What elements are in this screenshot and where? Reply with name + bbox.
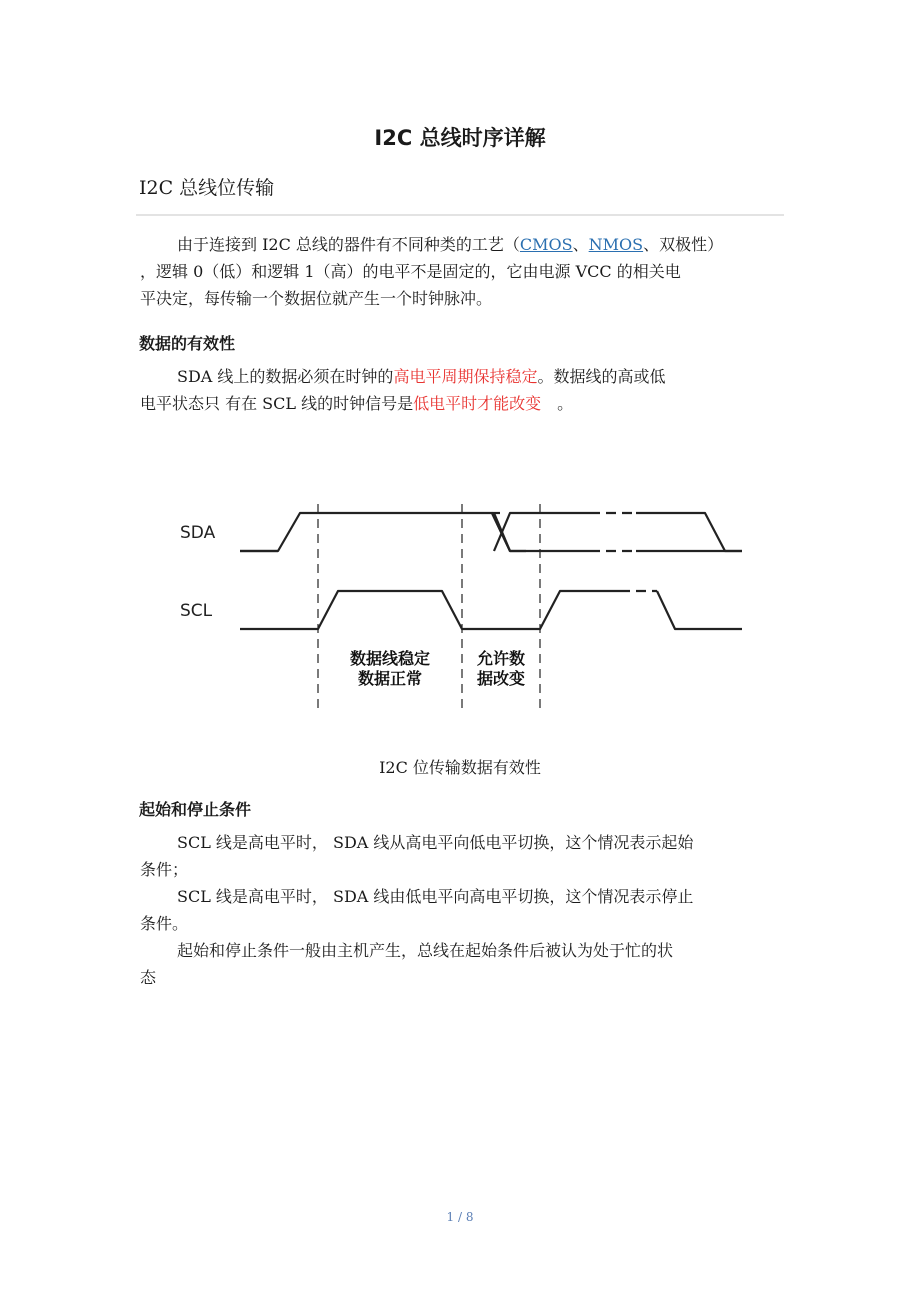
note-stable-line-1: 数据线稳定 (349, 649, 431, 668)
validity-text: 。数据线的高或低 (537, 367, 666, 386)
sda-label: SDA (180, 523, 216, 543)
section-divider (136, 214, 784, 216)
cmos-link[interactable]: CMOS (519, 235, 573, 254)
note-stable-line-2: 数据正常 (357, 669, 423, 688)
intro-text: 、双极性） (643, 235, 724, 254)
intro-separator: 、 (572, 235, 589, 254)
sda-waveform-upper-tail (636, 513, 742, 551)
busy-line-1: 起始和停止条件一般由主机产生，总线在起始条件后被认为处于忙的状 (177, 941, 674, 960)
intro-paragraph (140, 231, 785, 312)
stop-line-1: SCL 线是高电平时， SDA 线由低电平向高电平切换，这个情况表示停止 (177, 887, 694, 906)
highlight-stable: 高电平周期保持稳定 (393, 367, 538, 386)
intro-line-1 (140, 231, 785, 258)
intro-text: 由于连接到 I2C 总线的器件有不同种类的工艺（ (177, 235, 520, 254)
figure-caption: I2C 位传输数据有效性 (379, 758, 541, 777)
highlight-change: 低电平时才能改变 (413, 394, 542, 413)
startstop-heading: 起始和停止条件 (139, 800, 252, 819)
busy-line-2: 态 (140, 968, 157, 987)
validity-paragraph (140, 363, 785, 417)
document-title: I2C 总线时序详解 (374, 126, 546, 150)
stop-line-2: 条件。 (140, 914, 189, 933)
validity-line-2 (140, 390, 785, 417)
scl-waveform-tail (657, 591, 742, 629)
scl-label: SCL (180, 601, 213, 621)
scl-waveform (240, 591, 620, 629)
page-number: 1 / 8 (446, 1210, 474, 1224)
validity-text: 。 (557, 394, 574, 413)
validity-line-1 (140, 363, 785, 390)
intro-line-3: 平决定，每传输一个数据位就产生一个时钟脉冲。 (140, 289, 493, 308)
validity-text: 电平状态只 有在 SCL 线的时钟信号是 (140, 394, 414, 413)
note-change-line-1: 允许数 (476, 649, 526, 668)
validity-text: SDA 线上的数据必须在时钟的 (177, 367, 394, 386)
validity-heading: 数据的有效性 (139, 334, 236, 353)
startstop-paragraph (140, 829, 785, 991)
start-line-2: 条件； (140, 860, 189, 879)
timing-diagram (170, 490, 760, 720)
nmos-link[interactable]: NMOS (588, 235, 644, 254)
section-heading: I2C 总线位传输 (139, 177, 275, 199)
intro-line-2: ，逻辑 0（低）和逻辑 1（高）的电平不是固定的，它由电源 VCC 的相关电 (140, 262, 681, 281)
sda-waveform-low (240, 513, 526, 551)
note-change-line-2: 据改变 (476, 669, 526, 688)
start-line-1: SCL 线是高电平时， SDA 线从高电平向低电平切换，这个情况表示起始 (177, 833, 694, 852)
